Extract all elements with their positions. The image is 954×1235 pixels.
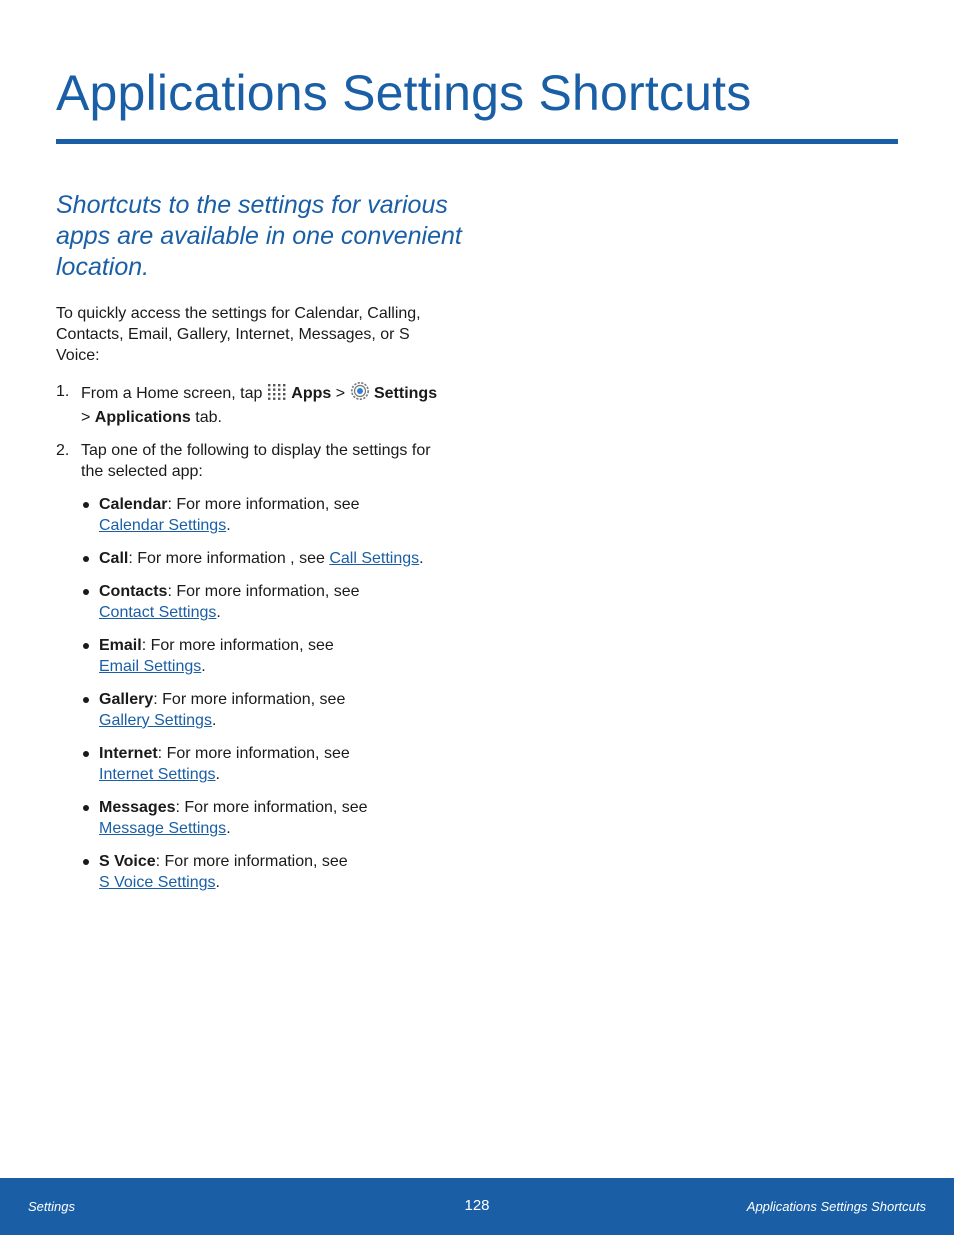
page-footer	[0, 1178, 954, 1235]
footer-chapter-label: Applications Settings Shortcuts	[746, 1199, 926, 1214]
settings-gear-icon	[350, 381, 370, 407]
bullet-icon	[83, 859, 89, 865]
item-text: : For more information, see	[153, 691, 346, 708]
app-name: Messages	[99, 799, 176, 816]
s-voice-settings-link[interactable]: S Voice Settings	[99, 874, 216, 891]
subtitle: Shortcuts to the settings for various apps are available in one convenient location.	[56, 191, 462, 281]
contact-settings-link[interactable]: Contact Settings	[99, 604, 217, 621]
separator: >	[81, 409, 95, 426]
item-text: : For more information, see	[141, 637, 334, 654]
app-name: Contacts	[99, 583, 168, 600]
punctuation: .	[226, 517, 231, 534]
item-text: : For more information , see	[128, 550, 330, 567]
bullet-icon	[83, 556, 89, 562]
punctuation: .	[215, 766, 220, 783]
call-settings-link[interactable]: Call Settings	[329, 550, 420, 567]
item-text: : For more information, see	[155, 853, 348, 870]
page-number: 128	[464, 1197, 490, 1214]
list-item	[81, 548, 456, 569]
list-item	[81, 494, 456, 536]
punctuation: .	[201, 658, 206, 675]
step-text-end: tab.	[190, 409, 222, 426]
punctuation: .	[211, 712, 217, 729]
bullet-icon	[83, 805, 89, 811]
app-list	[81, 494, 456, 893]
list-item	[81, 851, 456, 893]
list-item	[81, 635, 456, 677]
item-text: : For more information, see	[167, 496, 360, 513]
apps-label: Apps	[291, 385, 332, 402]
step-2	[56, 440, 456, 893]
step-number: 1.	[56, 383, 70, 400]
bullet-icon	[83, 502, 89, 508]
app-name: Email	[99, 637, 142, 654]
applications-label: Applications	[94, 409, 191, 426]
list-item	[81, 689, 456, 731]
app-name: Gallery	[99, 691, 154, 708]
item-text: : For more information, see	[175, 799, 368, 816]
settings-label: Settings	[373, 385, 438, 402]
gallery-settings-link[interactable]: Gallery Settings	[99, 712, 212, 729]
calendar-settings-link[interactable]: Calendar Settings	[99, 517, 227, 534]
footer-section-label: Settings	[28, 1199, 75, 1214]
page-title: Applications Settings Shortcuts	[56, 65, 752, 121]
internet-settings-link[interactable]: Internet Settings	[99, 766, 216, 783]
step-text: Tap one of the following to display the settings for the selected app:	[81, 442, 431, 480]
apps-grid-icon	[267, 383, 287, 407]
list-item	[81, 581, 456, 623]
punctuation: .	[226, 820, 231, 837]
list-item	[81, 743, 456, 785]
step-text: From a Home screen, tap	[81, 385, 267, 402]
separator: >	[331, 385, 350, 402]
step-1	[56, 381, 456, 428]
punctuation: .	[419, 550, 424, 567]
bullet-icon	[83, 643, 89, 649]
app-name: Calendar	[99, 496, 168, 513]
bullet-icon	[83, 589, 89, 595]
bullet-icon	[83, 697, 89, 703]
message-settings-link[interactable]: Message Settings	[99, 820, 227, 837]
title-rule	[56, 139, 898, 144]
item-text: : For more information, see	[167, 583, 360, 600]
punctuation: .	[216, 604, 221, 621]
item-text: : For more information, see	[157, 745, 350, 762]
app-name: Internet	[99, 745, 158, 762]
list-item	[81, 797, 456, 839]
app-name: Call	[99, 550, 129, 567]
intro-paragraph: To quickly access the settings for Calendar, Calling, Contacts, Email, Gallery, Internet, Messages, or S Voice:	[56, 305, 421, 364]
app-name: S Voice	[99, 853, 156, 870]
step-number: 2.	[56, 442, 70, 459]
steps-list	[56, 381, 456, 905]
email-settings-link[interactable]: Email Settings	[99, 658, 202, 675]
bullet-icon	[83, 751, 89, 757]
punctuation: .	[215, 874, 220, 891]
